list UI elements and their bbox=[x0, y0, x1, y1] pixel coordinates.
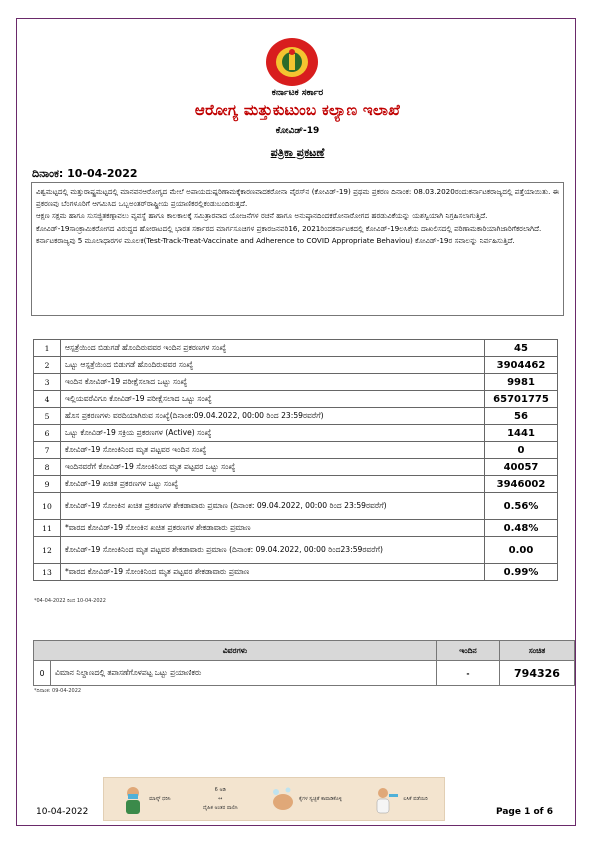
table-row bbox=[34, 374, 558, 391]
intro-paragraph: ಆಕ್ಷಣ ಸಕ್ಷಮ ಹಾಗೂ ಸುಸಜ್ಜಿತಕಣ್ಗಾವಲು ವ್ಯವಸ್ಥೆ ಹಾಗೂ ಕಾಲಕಾಲಕ್ಕೆ ಸಮಿತ್ರಾರವಾದ ಯೋಜನೆಗಳ ರಚನೆ ಹಾಗೂ ಅನುಷ್ಠಾನದಿಂದಕರೋನಾರೋಗದ ಹರಡುವಿಕೆಯನ್ನು ಯಶಸ್ವಿಯಾಗಿ ನಿಗ್ರಹಿಸಲಾಗುತ್ತಿದೆ. bbox=[36, 211, 488, 220]
vaccine-icon bbox=[374, 784, 400, 814]
row-label: *ವಾರದ ಕೋವಿಡ್-19 ಸೋಂಕಿನ ಖಚಿತ ಪ್ರಕರಣಗಳ ಶೇಕಡಾವಾರು ಪ್ರಮಾಣ bbox=[61, 520, 485, 537]
table-row bbox=[34, 459, 558, 476]
arrow-icon: ↔ bbox=[218, 796, 223, 802]
covid-label: ಕೋವಿಡ್-19 bbox=[275, 126, 320, 136]
distance-text: ದೈಹಿಕ ಅಂತರ ಪಾಲಿಸಿ bbox=[202, 805, 238, 811]
row-label: ಕೋವಿಡ್-19 ಸೋಂಕಿನ ಖಚಿತ ಪ್ರಕರಣಗಳ ಶೇಕಡಾವಾರು ಪ್ರಮಾಣ (ದಿನಾಂಕ: 09.04.2022, 00:00 ರಿಂದ 23:59ರವರೆಗೆ) bbox=[61, 493, 485, 520]
row-label: ಇಲ್ಲಿಯವರೆವಿಗೂ ಕೋವಿಡ್-19 ಪರೀಕ್ಷೆಸಲಾದ ಒಟ್ಟು ಸಂಖ್ಯೆ bbox=[61, 391, 485, 408]
row-label: ಕೋವಿಡ್-19 ಸೋಂಕಿನಿಂದ ಮೃತ ಪಟ್ಟವರ ಇಂದಿನ ಸಂಖ್ಯೆ bbox=[61, 442, 485, 459]
distance-value: 6 ಅಡಿ bbox=[214, 787, 226, 793]
intro-box bbox=[31, 182, 564, 316]
row-label: ವಿಮಾನ ನಿಲ್ದಾಣದಲ್ಲಿ ತಪಾಸಣೆಗೊಳಪಟ್ಟ ಒಟ್ಟು ಪ್ರಯಾಣಿಕರು bbox=[51, 661, 437, 686]
table-row bbox=[34, 425, 558, 442]
airport-screening-table bbox=[33, 640, 575, 686]
col-details: ವಿವರಗಳು bbox=[34, 641, 437, 661]
row-number: 10 bbox=[34, 493, 61, 520]
row-value: 0.99% bbox=[485, 564, 558, 581]
table-row bbox=[34, 564, 558, 581]
table-row bbox=[34, 476, 558, 493]
table-row bbox=[34, 537, 558, 564]
row-value: 3946002 bbox=[485, 476, 558, 493]
row-label: ಕೋವಿಡ್-19 ಖಚಿತ ಪ್ರಕರಣಗಳ ಒಟ್ಟು ಸಂಖ್ಯೆ bbox=[61, 476, 485, 493]
table-row bbox=[34, 408, 558, 425]
wash-block bbox=[270, 784, 342, 814]
row-value: 45 bbox=[485, 340, 558, 357]
col-today: ಇಂದಿನ bbox=[437, 641, 500, 661]
intro-paragraph: ವಿಶ್ವಮಟ್ಟದಲ್ಲಿ ಮತ್ತುರಾಷ್ಟ್ರಮಟ್ಟದಲ್ಲಿ ಮಾನವನಆರೋಗ್ಯದ ಮೇಲೆ ಅಪಾಯದುಷ್ಪರಿಣಾಮಕ್ಕೆಕಾರಣವಾದಕರೋನಾ ವೈರಸ್‌ನ (ಕೋವಿಡ್-19) ಪ್ರಥಮ ಪ್ರಕರಣ ದಿನಾಂಕ: 08.03.2020ರಂದುಕರ್ನಾಟಕರಾಜ್ಯದಲ್ಲಿ ಪತ್ತೆಯಾಯಿತು. ಈ ಪ್ರಕರಣವು ಬೆಂಗಳೂರಿಗೆ ಆಗಮಿಸಿದ ಒಬ್ಬಅಂತರ್‌ರಾಷ್ಟ್ರೀಯ ಪ್ರಯಾಣಿಕರಲ್ಲಿಕಂಡುಬಂದಿರುತ್ತದೆ. bbox=[36, 187, 559, 208]
row-number: 8 bbox=[34, 459, 61, 476]
row-value: 0.48% bbox=[485, 520, 558, 537]
row-number: 7 bbox=[34, 442, 61, 459]
table-row bbox=[34, 520, 558, 537]
karnataka-emblem bbox=[263, 36, 321, 88]
vaccine-text: ಲಸಿಕೆ ಪಡೆಯಿರಿ bbox=[403, 796, 428, 802]
row-value: 56 bbox=[485, 408, 558, 425]
row-number: 1 bbox=[34, 340, 61, 357]
row-label: ಒಟ್ಟು ಆಸ್ಪತ್ರೆಯಿಂದ ಬಿಡುಗಡೆ ಹೊಂದಿರುವವರ ಸಂಖ್ಯೆ bbox=[61, 357, 485, 374]
row-value: 40057 bbox=[485, 459, 558, 476]
row-label: ಒಟ್ಟು ಕೋವಿಡ್-19 ಸಕ್ರಿಯ ಪ್ರಕರಣಗಳ (Active) ಸಂಖ್ಯೆ bbox=[61, 425, 485, 442]
intro-paragraph: ಕೋವಿಡ್-19ಸಾಂಕ್ರಾಮಿಕರೋಗದ ವಿರುದ್ಧದ ಹೋರಾಟದಲ್ಲಿ ಭಾರತ ಸರ್ಕಾರದ ಮಾರ್ಗಸೂಚಿಗಳ ಪ್ರಕಾರಜನವರಿ16, 2021ರಿಂದಕರ್ನಾಟಕದಲ್ಲಿ ಕೋವಿಡ್-19ಲಸಿಕೆಯ ದಾಖಲಿಸದಲ್ಲಿ ಪರಿಣಾಮಕಾರಿಯಾಗಿಜಾರಿಗೆಕರಲಾಗಿದೆ. bbox=[36, 223, 542, 233]
row-number: 0 bbox=[34, 661, 51, 686]
mask-icon bbox=[120, 784, 146, 814]
page-number: Page 1 of 6 bbox=[496, 807, 553, 817]
hand-wash-icon bbox=[270, 784, 296, 814]
press-release-title: ಪತ್ರಿಕಾ ಪ್ರಕಟಣೆ bbox=[270, 146, 325, 159]
intro-paragraph: ಕರ್ನಾಟಕರಾಜ್ಯವು 5 ಮೂಲಾಧಾರಗಳ ಮೂಲಕ(Test-Track-Treat-Vaccinate and Adherence to COVID Appropriate Behaviou) ಕೋವಿಡ್-19ರ ಸವಾಲನ್ನು ನಿರ್ವಹಿಸುತ್ತಿದೆ. bbox=[36, 236, 515, 245]
row-label: ಹೊಸ ಪ್ರಕರಣಗಳು ವರದಿಯಾಗಿರುವ ಸಂಖ್ಯೆ(ದಿನಾಂಕ:09.04.2022, 00:00 ರಿಂದ 23:59ರವರೆಗೆ) bbox=[61, 408, 485, 425]
mask-block bbox=[120, 784, 170, 814]
wash-text: ಕೈಗಳ ಸ್ವಚ್ಛತೆ ಕಾಪಾಡಿಕೊಳ್ಳಿ bbox=[299, 796, 342, 802]
mask-text: ಮಾಸ್ಕ್ ಧರಿಸಿ bbox=[149, 796, 171, 802]
row-number: 13 bbox=[34, 564, 61, 581]
row-label: *ವಾರದ ಕೋವಿಡ್-19 ಸೋಂಕಿನಿಂದ ಮೃತ ಪಟ್ಟವರ ಶೇಕಡಾವಾರು ಪ್ರಮಾಣ bbox=[61, 564, 485, 581]
travel-footnote: *ದಿನಾಂಕ: 09-04-2022 bbox=[34, 688, 82, 694]
row-value: 9981 bbox=[485, 374, 558, 391]
release-date: ದಿನಾಂಕ: 10-04-2022 bbox=[32, 167, 138, 180]
row-number: 9 bbox=[34, 476, 61, 493]
col-cumulative: ಸಂಚಿತ bbox=[500, 641, 575, 661]
row-number: 12 bbox=[34, 537, 61, 564]
covid-appropriate-behaviour-banner bbox=[103, 777, 445, 821]
row-value: 0 bbox=[485, 442, 558, 459]
table-row bbox=[34, 493, 558, 520]
table-row bbox=[34, 340, 558, 357]
row-number: 2 bbox=[34, 357, 61, 374]
row-value: 0.00 bbox=[485, 537, 558, 564]
row-number: 11 bbox=[34, 520, 61, 537]
stats-footnote: *04-04-2022 ರಿಂದ 10-04-2022 bbox=[34, 598, 106, 604]
row-value: 0.56% bbox=[485, 493, 558, 520]
table-row bbox=[34, 661, 575, 686]
row-label: ಆಸ್ಪತ್ರೆಯಿಂದ ಬಿಡುಗಡೆ ಹೊಂದಿರುವವರ ಇಂದಿನ ಪ್ರಕರಣಗಳ ಸಂಖ್ಯೆ bbox=[61, 340, 485, 357]
department-title: ಆರೋಗ್ಯ ಮತ್ತುಕುಟುಂಬ ಕಲ್ಯಾಣ ಇಲಾಖೆ bbox=[194, 101, 401, 119]
row-number: 4 bbox=[34, 391, 61, 408]
row-today: - bbox=[437, 661, 500, 686]
row-cumulative: 794326 bbox=[500, 661, 575, 686]
row-number: 6 bbox=[34, 425, 61, 442]
row-value: 3904462 bbox=[485, 357, 558, 374]
vaccine-block bbox=[374, 784, 428, 814]
row-label: ಇಂದಿನ ಕೋವಿಡ್-19 ಪರೀಕ್ಷೆಸಲಾದ ಒಟ್ಟು ಸಂಖ್ಯೆ bbox=[61, 374, 485, 391]
row-label: ಇಂದಿನವರೆಗೆ ಕೋವಿಡ್-19 ಸೋಂಕಿನಿಂದ ಮೃತ ಪಟ್ಟವರ ಒಟ್ಟು ಸಂಖ್ಯೆ bbox=[61, 459, 485, 476]
row-label: ಕೋವಿಡ್-19 ಸೋಂಕಿನಿಂದ ಮೃತ ಪಟ್ಟವರ ಶೇಕಡಾವಾರು ಪ್ರಮಾಣ (ದಿನಾಂಕ: 09.04.2022, 00:00 ರಿಂದ23:59ರವರೆಗೆ) bbox=[61, 537, 485, 564]
covid-stats-table bbox=[33, 339, 558, 581]
distance-block bbox=[203, 787, 238, 811]
table-row bbox=[34, 357, 558, 374]
footer-date: 10-04-2022 bbox=[36, 807, 89, 817]
row-number: 3 bbox=[34, 374, 61, 391]
row-number: 5 bbox=[34, 408, 61, 425]
government-name: ಕರ್ನಾಟಕ ಸರ್ಕಾರ bbox=[271, 88, 324, 98]
row-value: 65701775 bbox=[485, 391, 558, 408]
table-row bbox=[34, 391, 558, 408]
row-value: 1441 bbox=[485, 425, 558, 442]
table-row bbox=[34, 442, 558, 459]
